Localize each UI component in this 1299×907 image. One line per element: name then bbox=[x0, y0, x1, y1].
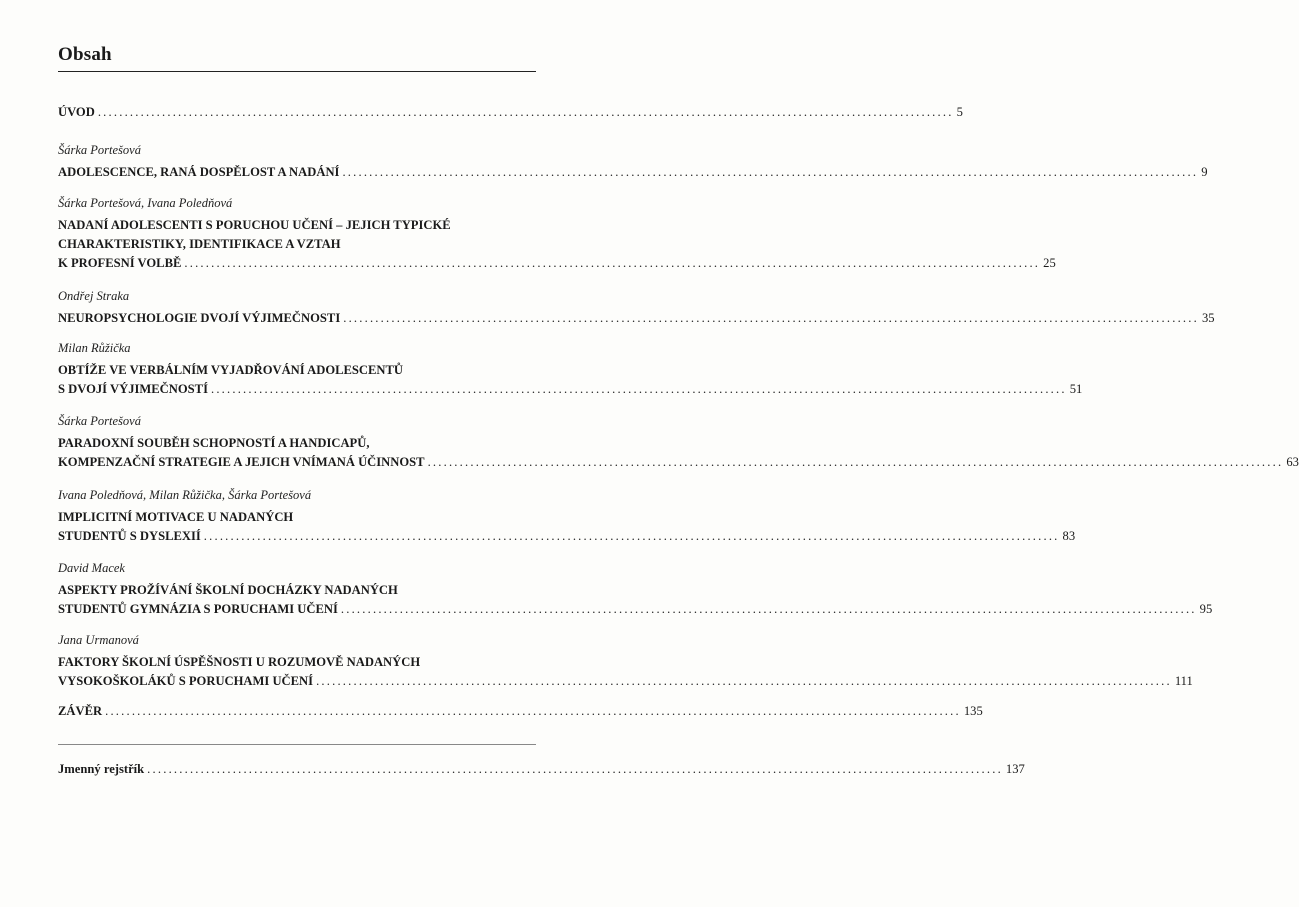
toc-author: David Macek bbox=[58, 561, 125, 575]
toc-page-number: 51 bbox=[1069, 382, 1083, 396]
toc-entry-title: S DVOJÍ VÝJIMEČNOSTÍ bbox=[58, 382, 208, 396]
toc-entry-title: KOMPENZAČNÍ STRATEGIE A JEJICH VNÍMANÁ ÚČINNOST bbox=[58, 455, 425, 469]
toc-last-line bbox=[58, 527, 1076, 546]
toc-title-line: IMPLICITNÍ MOTIVACE U NADANÝCH bbox=[58, 510, 294, 524]
toc-title-line: PARADOXNÍ SOUBĚH SCHOPNOSTÍ A HANDICAPŮ, bbox=[58, 436, 370, 450]
leader-dots: ................................................................................................................................................................ bbox=[427, 455, 1284, 469]
toc-author: Ondřej Straka bbox=[58, 289, 130, 303]
toc-last-line bbox=[58, 702, 983, 721]
toc-entry[interactable] bbox=[58, 702, 983, 721]
toc-last-line bbox=[58, 380, 1083, 399]
toc-entry[interactable] bbox=[58, 633, 1193, 691]
toc-last-line bbox=[58, 600, 1213, 619]
toc-title-line: CHARAKTERISTIKY, IDENTIFIKACE A VZTAH bbox=[58, 237, 341, 251]
toc-entry-title: STUDENTŮ S DYSLEXIÍ bbox=[58, 529, 201, 543]
toc-title-line: NADANÍ ADOLESCENTI S PORUCHOU UČENÍ – JEJICH TYPICKÉ bbox=[58, 218, 451, 232]
toc-entry-index[interactable] bbox=[58, 760, 1025, 779]
toc-author: Jana Urmanová bbox=[58, 633, 139, 647]
toc-author: Šárka Portešová bbox=[58, 143, 141, 157]
leader-dots: ................................................................................................................................................................ bbox=[203, 529, 1060, 543]
toc-entry-title: Jmenný rejstřík bbox=[58, 762, 145, 776]
toc-author: Šárka Portešová, Ivana Poledňová bbox=[58, 196, 233, 210]
leader-dots: ................................................................................................................................................................ bbox=[147, 762, 1003, 776]
toc-entry-title: ZÁVĚR bbox=[58, 704, 103, 718]
toc-page-number: 5 bbox=[956, 105, 963, 119]
page-title: Obsah bbox=[58, 44, 112, 65]
leader-dots: ................................................................................................................................................................ bbox=[97, 105, 954, 119]
toc-page-number: 135 bbox=[963, 704, 983, 718]
toc-entry[interactable] bbox=[58, 289, 1215, 328]
toc-entry[interactable] bbox=[58, 196, 1056, 273]
leader-dots: ................................................................................................................................................................ bbox=[340, 602, 1197, 616]
toc-page-number: 83 bbox=[1062, 529, 1076, 543]
toc-last-line bbox=[58, 254, 1056, 273]
leader-dots: ................................................................................................................................................................ bbox=[343, 311, 1199, 325]
toc-entry[interactable] bbox=[58, 341, 1083, 399]
toc-title-line: ASPEKTY PROŽÍVÁNÍ ŠKOLNÍ DOCHÁZKY NADANÝCH bbox=[58, 583, 398, 597]
heading-rule bbox=[58, 71, 536, 72]
toc-entry[interactable] bbox=[58, 561, 1213, 619]
toc-page-number: 35 bbox=[1201, 311, 1215, 325]
toc-author: Milan Růžička bbox=[58, 341, 131, 355]
toc-last-line bbox=[58, 309, 1215, 328]
toc-entry-title: VYSOKOŠKOLÁKŮ S PORUCHAMI UČENÍ bbox=[58, 674, 314, 688]
toc-entry[interactable] bbox=[58, 488, 1076, 546]
toc-page-number: 25 bbox=[1043, 256, 1056, 270]
toc-title-line: OBTÍŽE VE VERBÁLNÍM VYJADŘOVÁNÍ ADOLESCENTŮ bbox=[58, 363, 403, 377]
leader-dots: ................................................................................................................................................................ bbox=[184, 256, 1041, 270]
leader-dots: ................................................................................................................................................................ bbox=[342, 165, 1199, 179]
divider bbox=[58, 744, 536, 745]
toc-last-line bbox=[58, 103, 963, 122]
toc-entry[interactable] bbox=[58, 414, 1299, 472]
toc-page-number: 111 bbox=[1174, 674, 1193, 688]
toc-author: Ivana Poledňová, Milan Růžička, Šárka Portešová bbox=[58, 488, 312, 502]
leader-dots: ................................................................................................................................................................ bbox=[105, 704, 961, 718]
toc-entry[interactable] bbox=[58, 143, 1208, 182]
toc-page-number: 9 bbox=[1201, 165, 1208, 179]
toc-entry-title: STUDENTŮ GYMNÁZIA S PORUCHAMI UČENÍ bbox=[58, 602, 338, 616]
toc-entry[interactable] bbox=[58, 103, 963, 122]
toc-title-line: FAKTORY ŠKOLNÍ ÚSPĚŠNOSTI U ROZUMOVĚ NADANÝCH bbox=[58, 655, 421, 669]
leader-dots: ................................................................................................................................................................ bbox=[210, 382, 1067, 396]
toc-last-line bbox=[58, 453, 1299, 472]
toc-page-number: 137 bbox=[1005, 762, 1025, 776]
toc-page-number: 95 bbox=[1199, 602, 1213, 616]
leader-dots: ................................................................................................................................................................ bbox=[316, 674, 1172, 688]
toc-page-number: 63 bbox=[1286, 455, 1299, 469]
toc-entry-title: NEUROPSYCHOLOGIE DVOJÍ VÝJIMEČNOSTI bbox=[58, 311, 341, 325]
toc-entry-title: ADOLESCENCE, RANÁ DOSPĚLOST A NADÁNÍ bbox=[58, 165, 340, 179]
toc-last-line bbox=[58, 163, 1208, 182]
toc-last-line bbox=[58, 760, 1025, 779]
toc-last-line bbox=[58, 672, 1193, 691]
toc-entry-title: ÚVOD bbox=[58, 105, 95, 119]
toc-entry-title: K PROFESNÍ VOLBĚ bbox=[58, 256, 182, 270]
toc-author: Šárka Portešová bbox=[58, 414, 141, 428]
